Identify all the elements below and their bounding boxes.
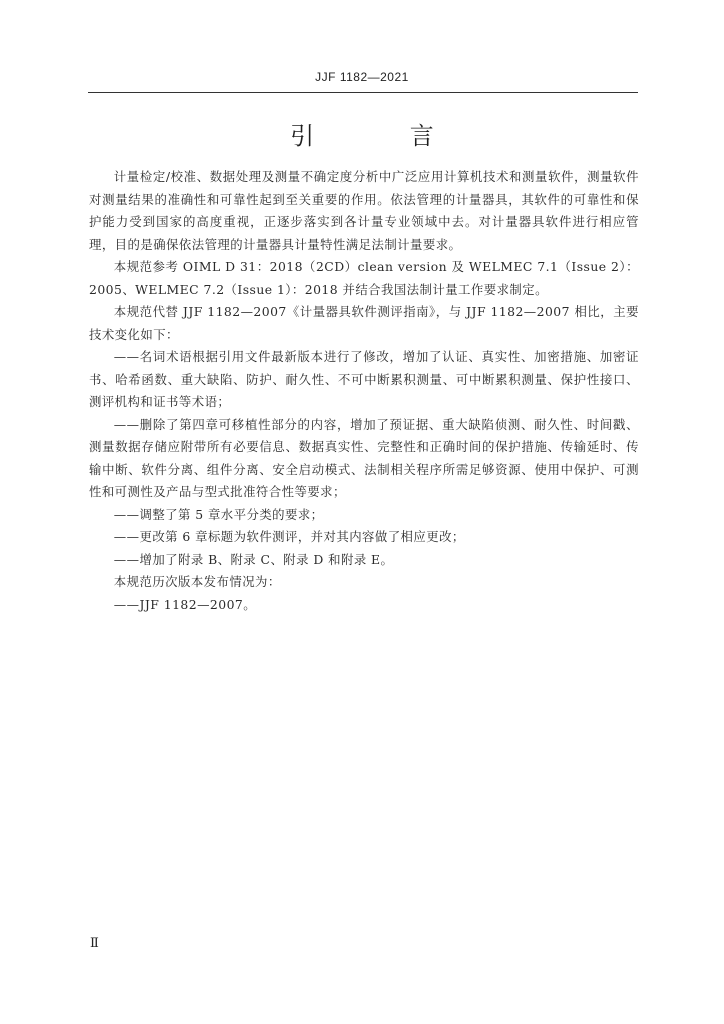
change-item-chapter6: ——更改第 6 章标题为软件测评，并对其内容做了相应更改； [113,529,465,544]
history-item: ——JJF 1182—2007。 [113,596,257,612]
change-item-chapter5: ——调整了第 5 章水平分类的要求； [113,506,324,522]
paragraph-history: 本规范历次版本发布情况为： [113,574,281,589]
change-item-chapter4: ——删除了第四章可移植性部分的内容，增加了预证据、重大缺陷侦测、耐久性、时间戳、测量数据存储应附带所有必要信息、数据真实性、完整性和正确时间的保护措施、传输延时、传输中断、软件分离、组件分离、安全启动模式、法制相关程序所需足够资源、使用中保护、可测性和可测性及产品与型式批准符合性等要求； [89,416,639,499]
standard-code-header: JJF 1182—2021 [315,70,409,84]
change-item-appendices: ——增加了附录 B、附录 C、附录 D 和附录 E。 [113,551,394,567]
body-text [89,166,639,616]
paragraph-references: 本规范参考 OIML D 31：2018（2CD）clean version 及 WELMEC 7.1（Issue 2）：2005、WELMEC 7.2（Issue 1）：2018 并结合我国法制计量工作要求制定。 [89,259,639,297]
page-number: Ⅱ [90,936,99,951]
header-divider [88,92,638,93]
paragraph-intro: 计量检定/校准、数据处理及测量不确定度分析中广泛应用计算机技术和测量软件，测量软件对测量结果的准确性和可靠性起到至关重要的作用。依法管理的计量器具，其软件的可靠性和保护能力受到国家的高度重视，正逐步落实到各计量专业领域中去。对计量器具软件进行相应管理，目的是确保依法管理的计量器具计量特性满足法制计量要求。 [89,169,639,252]
paragraph-replaces: 本规范代替 JJF 1182—2007《计量器具软件测评指南》，与 JJF 1182—2007 相比，主要技术变化如下： [89,304,639,342]
section-title: 引 言 [290,122,478,150]
change-item-terms: ——名词术语根据引用文件最新版本进行了修改，增加了认证、真实性、加密措施、加密证书、哈希函数、重大缺陷、防护、耐久性、不可中断累积测量、可中断累积测量、保护性接口、测评机构和证书等术语； [89,349,639,409]
